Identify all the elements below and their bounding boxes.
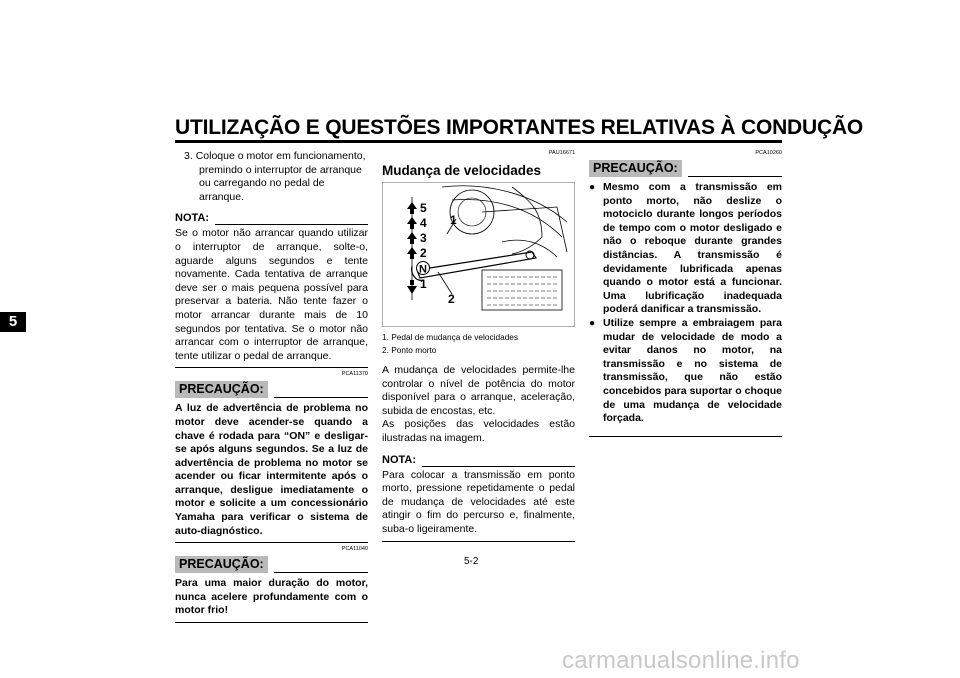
note-header [382, 454, 575, 467]
divider [175, 367, 368, 368]
step-3 [175, 150, 368, 204]
watermark: carmanualsonline.info [562, 647, 800, 674]
caution-header [175, 556, 368, 573]
note-label: NOTA: [175, 212, 210, 225]
gear-label: 1 [420, 277, 427, 291]
title-underline [175, 140, 782, 143]
bullet-icon: ● [589, 317, 596, 329]
note-rule [215, 214, 368, 225]
bullet-text: Mesmo com a transmissão em ponto morto, não deslize o motociclo durante longos períodos de tempo com o motor desligado e não o reboque durante grandes distâncias. A transmissão é devidamente lubrificada apenas quando o motor está a funcionar. Uma lubrificação inadequada poderá danificar a transmissão. [603, 181, 782, 316]
note-label: NOTA: [382, 453, 417, 466]
paragraph: As posições das velocidades estão ilustradas na imagem. [382, 418, 575, 444]
caution-rule [274, 564, 368, 573]
caution-rule [274, 389, 368, 398]
section-heading: Mudança de velocidades [382, 163, 542, 178]
caution-text: A luz de advertência de problema no motor deve acender-se quando a chave é rodada para “ON” e desligar-se após alguns segundos. Se a luz de advertência de problema no motor se acender ou ficar intermitente após o arranque, desligue imediatamente o motor e solicite a um concessionário Yamaha para verificar o sistema de auto-diagnóstico. [175, 402, 368, 537]
bullet-item [589, 317, 782, 426]
gear-label: 4 [420, 216, 427, 230]
gear-label: 2 [420, 246, 427, 260]
caution-rule [688, 168, 782, 177]
caution-code: PCA11040 [341, 546, 368, 553]
note-header [175, 212, 368, 225]
figure-legend [382, 331, 575, 356]
gear-label: 3 [420, 231, 427, 245]
bullet-icon: ● [589, 182, 596, 193]
column-left [175, 150, 368, 623]
note-rule [422, 456, 575, 467]
caution-label: PRECAUÇÃO: [589, 160, 682, 177]
column-middle [382, 150, 575, 542]
divider [589, 436, 782, 437]
legend-item: 1. Pedal de mudança de velocidades [382, 332, 519, 342]
legend-item: 2. Ponto morto [382, 344, 437, 355]
chapter-tab: 5 [0, 312, 26, 332]
callout-2: 2 [448, 292, 455, 306]
note-text: Se o motor não arrancar quando utilizar o interruptor de arranque, solte-o, aguarde alguns segundos e tente novamente. Cada tentativa de arranque deve ser o mais pequena possível para preservar a bateria. Não tente fazer o motor arrancar durante mais de 10 segundos por tentativa. Se o motor não arrancar com o interruptor de arranque, tente utilizar o pedal de arranque. [175, 227, 368, 362]
note-text: Para colocar a transmissão em ponto morto, pressione repetidamente o pedal de mudança de velocidades até este atingir o fim do percurso e, finalmente, suba-o ligeiramente. [382, 468, 575, 535]
section-code: PAU16671 [548, 150, 575, 156]
divider [382, 541, 575, 542]
page-title: UTILIZAÇÃO E QUESTÕES IMPORTANTES RELATIVAS À CONDUÇÃO [175, 116, 864, 139]
caution-label: PRECAUÇÃO: [175, 381, 268, 398]
bullet-item [589, 181, 782, 317]
caution-code: PCA11370 [341, 371, 368, 378]
caution-code: PCA10260 [755, 150, 782, 156]
gear-shift-illustration [382, 182, 575, 327]
step-text: Coloque o motor em funcionamento, premindo o interruptor de arranque ou carregando no pedal de arranque. [195, 150, 366, 203]
bullet-text: Utilize sempre a embraiagem para mudar de velocidade de modo a evitar danos no motor, na transmissão e no sistema de transmissão, que não estão concebidos para suportar o choque de uma mudança de velocidade forçada. [603, 316, 782, 425]
divider [175, 622, 368, 623]
gear-label-neutral: N [419, 263, 427, 276]
paragraph: A mudança de velocidades permite-lhe controlar o nível de potência do motor disponível para o arranque, aceleração, subida de encostas, etc. [382, 364, 575, 417]
column-right [589, 150, 782, 437]
callout-1: 1 [450, 213, 457, 227]
step-number: 3. [184, 150, 193, 162]
page-number: 5-2 [464, 556, 479, 567]
divider [175, 542, 368, 543]
caution-label: PRECAUÇÃO: [175, 556, 268, 573]
caution-header [589, 160, 782, 177]
gear-label: 5 [420, 201, 427, 215]
caution-header [175, 381, 368, 398]
caution-text: Para uma maior duração do motor, nunca acelere profundamente com o motor frio! [175, 577, 368, 617]
gear-shift-figure [382, 182, 575, 327]
